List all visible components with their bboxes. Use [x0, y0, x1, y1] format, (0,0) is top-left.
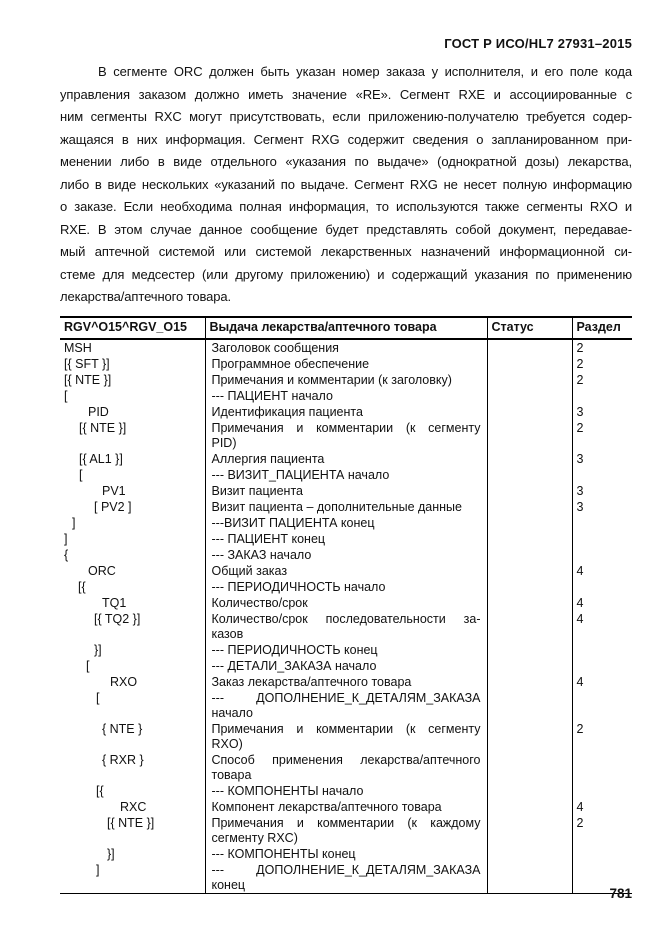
table-row	[60, 483, 632, 499]
section-cell: 4	[572, 674, 632, 690]
status-cell	[487, 483, 572, 499]
table-row	[60, 815, 632, 846]
description-cell	[205, 862, 487, 894]
section-cell	[572, 783, 632, 799]
status-cell	[487, 642, 572, 658]
segment-cell: ORC	[88, 563, 116, 578]
description-line: --- ЗАКАЗ начало	[211, 547, 312, 562]
table-header-row	[60, 317, 632, 339]
section-cell	[572, 515, 632, 531]
description-line: --- ДЕТАЛИ_ЗАКАЗА начало	[211, 658, 377, 673]
description-cell	[205, 372, 487, 388]
section-cell: 2	[572, 356, 632, 372]
description-cell	[205, 420, 487, 451]
description-line: --- ПЕРИОДИЧНОСТЬ конец	[211, 642, 378, 657]
segment-cell: [{ AL1 }]	[79, 451, 123, 466]
description-cell	[205, 515, 487, 531]
status-cell	[487, 339, 572, 356]
segment-cell: [{ NTE }]	[79, 420, 127, 435]
description-cell	[205, 356, 487, 372]
segment-cell: [{ TQ2 }]	[94, 611, 141, 626]
description-cell	[205, 846, 487, 862]
description-cell	[205, 783, 487, 799]
description-cell	[205, 483, 487, 499]
status-cell	[487, 690, 572, 721]
status-cell	[487, 388, 572, 404]
section-cell	[572, 658, 632, 674]
description-line: Общий заказ	[211, 563, 288, 578]
segment-cell: ]	[72, 515, 76, 530]
section-cell: 4	[572, 595, 632, 611]
status-cell	[487, 531, 572, 547]
status-cell	[487, 658, 572, 674]
description-cell	[205, 690, 487, 721]
table-row	[60, 563, 632, 579]
section-cell: 3	[572, 499, 632, 515]
status-cell	[487, 404, 572, 420]
description-line: Количество/срок последовательности за-	[211, 611, 481, 626]
segment-cell: [{ NTE }]	[64, 372, 112, 387]
column-header-section: Раздел	[572, 317, 632, 339]
paragraph-line: менении либо в виде отдельного «указания по выдаче» (однократной дозы) лекарства,	[60, 154, 632, 169]
description-line: --- ПАЦИЕНТ начало	[211, 388, 333, 403]
table-row	[60, 547, 632, 563]
document-standard-header: ГОСТ Р ИСО/HL7 27931–2015	[444, 36, 632, 51]
section-cell: 4	[572, 799, 632, 815]
section-cell: 3	[572, 451, 632, 467]
segment-cell: PID	[88, 404, 109, 419]
table-row	[60, 339, 632, 356]
description-line: Примечания и комментарии (к заголовку)	[211, 372, 452, 387]
page-number: 781	[609, 886, 632, 901]
section-cell	[572, 467, 632, 483]
section-cell	[572, 690, 632, 721]
description-line: Идентификация пациента	[211, 404, 363, 419]
status-cell	[487, 356, 572, 372]
paragraph-line: жащаяся в них информация. Сегмент RXG содержит сведения о запланированном при-	[60, 131, 632, 147]
section-cell	[572, 388, 632, 404]
table-row	[60, 595, 632, 611]
intro-paragraph	[60, 61, 632, 309]
segment-cell: [ PV2 ]	[94, 499, 132, 514]
description-line: Примечания и комментарии (к сегменту	[211, 420, 481, 435]
segment-cell: [	[64, 388, 68, 403]
table-row	[60, 846, 632, 862]
description-cell	[205, 404, 487, 420]
description-cell	[205, 642, 487, 658]
status-cell	[487, 674, 572, 690]
section-cell: 3	[572, 483, 632, 499]
description-cell	[205, 531, 487, 547]
segment-cell: }]	[107, 846, 115, 861]
segment-table	[60, 316, 632, 894]
status-cell	[487, 595, 572, 611]
table-row	[60, 611, 632, 642]
description-cell	[205, 595, 487, 611]
section-cell	[572, 579, 632, 595]
table-row	[60, 420, 632, 451]
table-row	[60, 690, 632, 721]
description-cell	[205, 674, 487, 690]
status-cell	[487, 467, 572, 483]
paragraph-line: лекарства/аптечного товара.	[60, 289, 232, 304]
section-cell: 3	[572, 404, 632, 420]
paragraph-line: либо в виде нескольких «указаний по выдаче. Сегмент RXG не несет полную информацию	[60, 176, 632, 192]
section-cell	[572, 547, 632, 563]
status-cell	[487, 563, 572, 579]
segment-cell: ]	[96, 862, 100, 877]
description-line: RXO)	[211, 736, 243, 751]
description-cell	[205, 563, 487, 579]
description-line: Аллергия пациента	[211, 451, 325, 466]
segment-cell: RXO	[110, 674, 138, 689]
description-cell	[205, 451, 487, 467]
segment-cell: PV1	[102, 483, 126, 498]
paragraph-line: В сегменте ORC должен быть указан номер заказа у исполнителя, и его поле кода	[98, 64, 632, 79]
table-row	[60, 356, 632, 372]
status-cell	[487, 721, 572, 752]
segment-cell: { NTE }	[102, 721, 143, 736]
status-cell	[487, 579, 572, 595]
description-line: Примечания и комментарии (к каждому	[211, 815, 481, 830]
description-line: сегменту RXC)	[211, 830, 298, 845]
description-line: ---ВИЗИТ ПАЦИЕНТА конец	[211, 515, 375, 530]
status-cell	[487, 547, 572, 563]
description-line: --- ВИЗИТ_ПАЦИЕНТА начало	[211, 467, 390, 482]
status-cell	[487, 752, 572, 783]
description-line: казов	[211, 626, 244, 641]
paragraph-line: стеме для медсестер (или другому приложению) и содержащий указания по применению	[60, 266, 632, 282]
status-cell	[487, 515, 572, 531]
section-cell	[572, 531, 632, 547]
section-cell: 4	[572, 563, 632, 579]
description-line: Примечания и комментарии (к сегменту	[211, 721, 481, 736]
description-line: Заголовок сообщения	[211, 340, 339, 355]
description-line: PID)	[211, 435, 237, 450]
segment-cell: MSH	[64, 340, 92, 355]
description-line: --- КОМПОНЕНТЫ начало	[211, 783, 364, 798]
paragraph-line: о заказе. Если необходима полная информация, то используются также сегменты RXO и	[60, 199, 632, 214]
description-cell	[205, 799, 487, 815]
description-cell	[205, 611, 487, 642]
segment-cell: RXC	[120, 799, 147, 814]
table-row	[60, 674, 632, 690]
description-line: Компонент лекарства/аптечного товара	[211, 799, 442, 814]
segment-cell: [	[86, 658, 90, 673]
segment-cell: { RXR }	[102, 752, 144, 767]
section-cell: 2	[572, 721, 632, 752]
description-line: конец	[211, 877, 246, 892]
section-cell	[572, 752, 632, 783]
status-cell	[487, 799, 572, 815]
paragraph-line: ним сегменты RXC могут присутствовать, если приложению-получателю требуется содер-	[60, 109, 632, 124]
description-line: Визит пациента	[211, 483, 303, 498]
description-line: --- ПАЦИЕНТ конец	[211, 531, 326, 546]
table-row	[60, 721, 632, 752]
table-row	[60, 658, 632, 674]
table-row	[60, 642, 632, 658]
description-cell	[205, 388, 487, 404]
description-line: Количество/срок	[211, 595, 308, 610]
status-cell	[487, 862, 572, 894]
segment-cell: [{ NTE }]	[107, 815, 155, 830]
description-cell	[205, 815, 487, 846]
status-cell	[487, 499, 572, 515]
description-line: --- ПЕРИОДИЧНОСТЬ начало	[211, 579, 386, 594]
section-cell: 2	[572, 372, 632, 388]
table-row	[60, 451, 632, 467]
status-cell	[487, 783, 572, 799]
table-row	[60, 531, 632, 547]
segment-cell: TQ1	[102, 595, 127, 610]
segment-cell: ]	[64, 531, 68, 546]
status-cell	[487, 372, 572, 388]
column-header-segment: RGV^O15^RGV_O15	[60, 317, 205, 339]
segment-cell: }]	[94, 642, 102, 657]
description-line: --- КОМПОНЕНТЫ конец	[211, 846, 356, 861]
segment-cell: [{ SFT }]	[64, 356, 110, 371]
table-row	[60, 783, 632, 799]
table-row	[60, 499, 632, 515]
table-row	[60, 515, 632, 531]
status-cell	[487, 420, 572, 451]
description-line: --- ДОПОЛНЕНИЕ_К_ДЕТАЛЯМ_ЗАКАЗА	[211, 862, 481, 877]
table-row	[60, 404, 632, 420]
segment-cell: [	[96, 690, 100, 705]
segment-cell: [{	[78, 579, 86, 594]
section-cell: 2	[572, 815, 632, 846]
description-cell	[205, 547, 487, 563]
section-cell: 2	[572, 420, 632, 451]
description-line: --- ДОПОЛНЕНИЕ_К_ДЕТАЛЯМ_ЗАКАЗА	[211, 690, 481, 705]
table-row	[60, 388, 632, 404]
column-header-description: Выдача лекарства/аптечного товара	[205, 317, 487, 339]
section-cell: 4	[572, 611, 632, 642]
table-row	[60, 752, 632, 783]
section-cell: 2	[572, 339, 632, 356]
description-cell	[205, 579, 487, 595]
table-row	[60, 799, 632, 815]
description-line: Программное обеспечение	[211, 356, 370, 371]
description-line: Заказ лекарства/аптечного товара	[211, 674, 412, 689]
description-line: начало	[211, 705, 253, 720]
section-cell	[572, 642, 632, 658]
column-header-status: Статус	[487, 317, 572, 339]
description-cell	[205, 499, 487, 515]
paragraph-line: управления заказом должно иметь значение «RE». Сегмент RXE и ассоциированные с	[60, 86, 632, 102]
segment-cell: [{	[96, 783, 104, 798]
table-row	[60, 467, 632, 483]
table-row	[60, 579, 632, 595]
description-cell	[205, 467, 487, 483]
status-cell	[487, 846, 572, 862]
description-line: Способ применения лекарства/аптечного	[211, 752, 481, 767]
section-cell	[572, 846, 632, 862]
segment-cell: {	[64, 547, 69, 562]
table-row	[60, 862, 632, 894]
paragraph-line: мый аптечной системой или системой лекарственных назначений информационной си-	[60, 244, 632, 259]
table-row	[60, 372, 632, 388]
description-cell	[205, 721, 487, 752]
description-line: товара	[211, 767, 252, 782]
description-cell	[205, 658, 487, 674]
status-cell	[487, 451, 572, 467]
description-line: Визит пациента – дополнительные данные	[211, 499, 462, 514]
status-cell	[487, 815, 572, 846]
segment-cell: [	[79, 467, 83, 482]
paragraph-line: RXE. В этом случае данное сообщение будет представлять собой документ, передавае-	[60, 221, 632, 237]
description-cell	[205, 339, 487, 356]
description-cell	[205, 752, 487, 783]
status-cell	[487, 611, 572, 642]
